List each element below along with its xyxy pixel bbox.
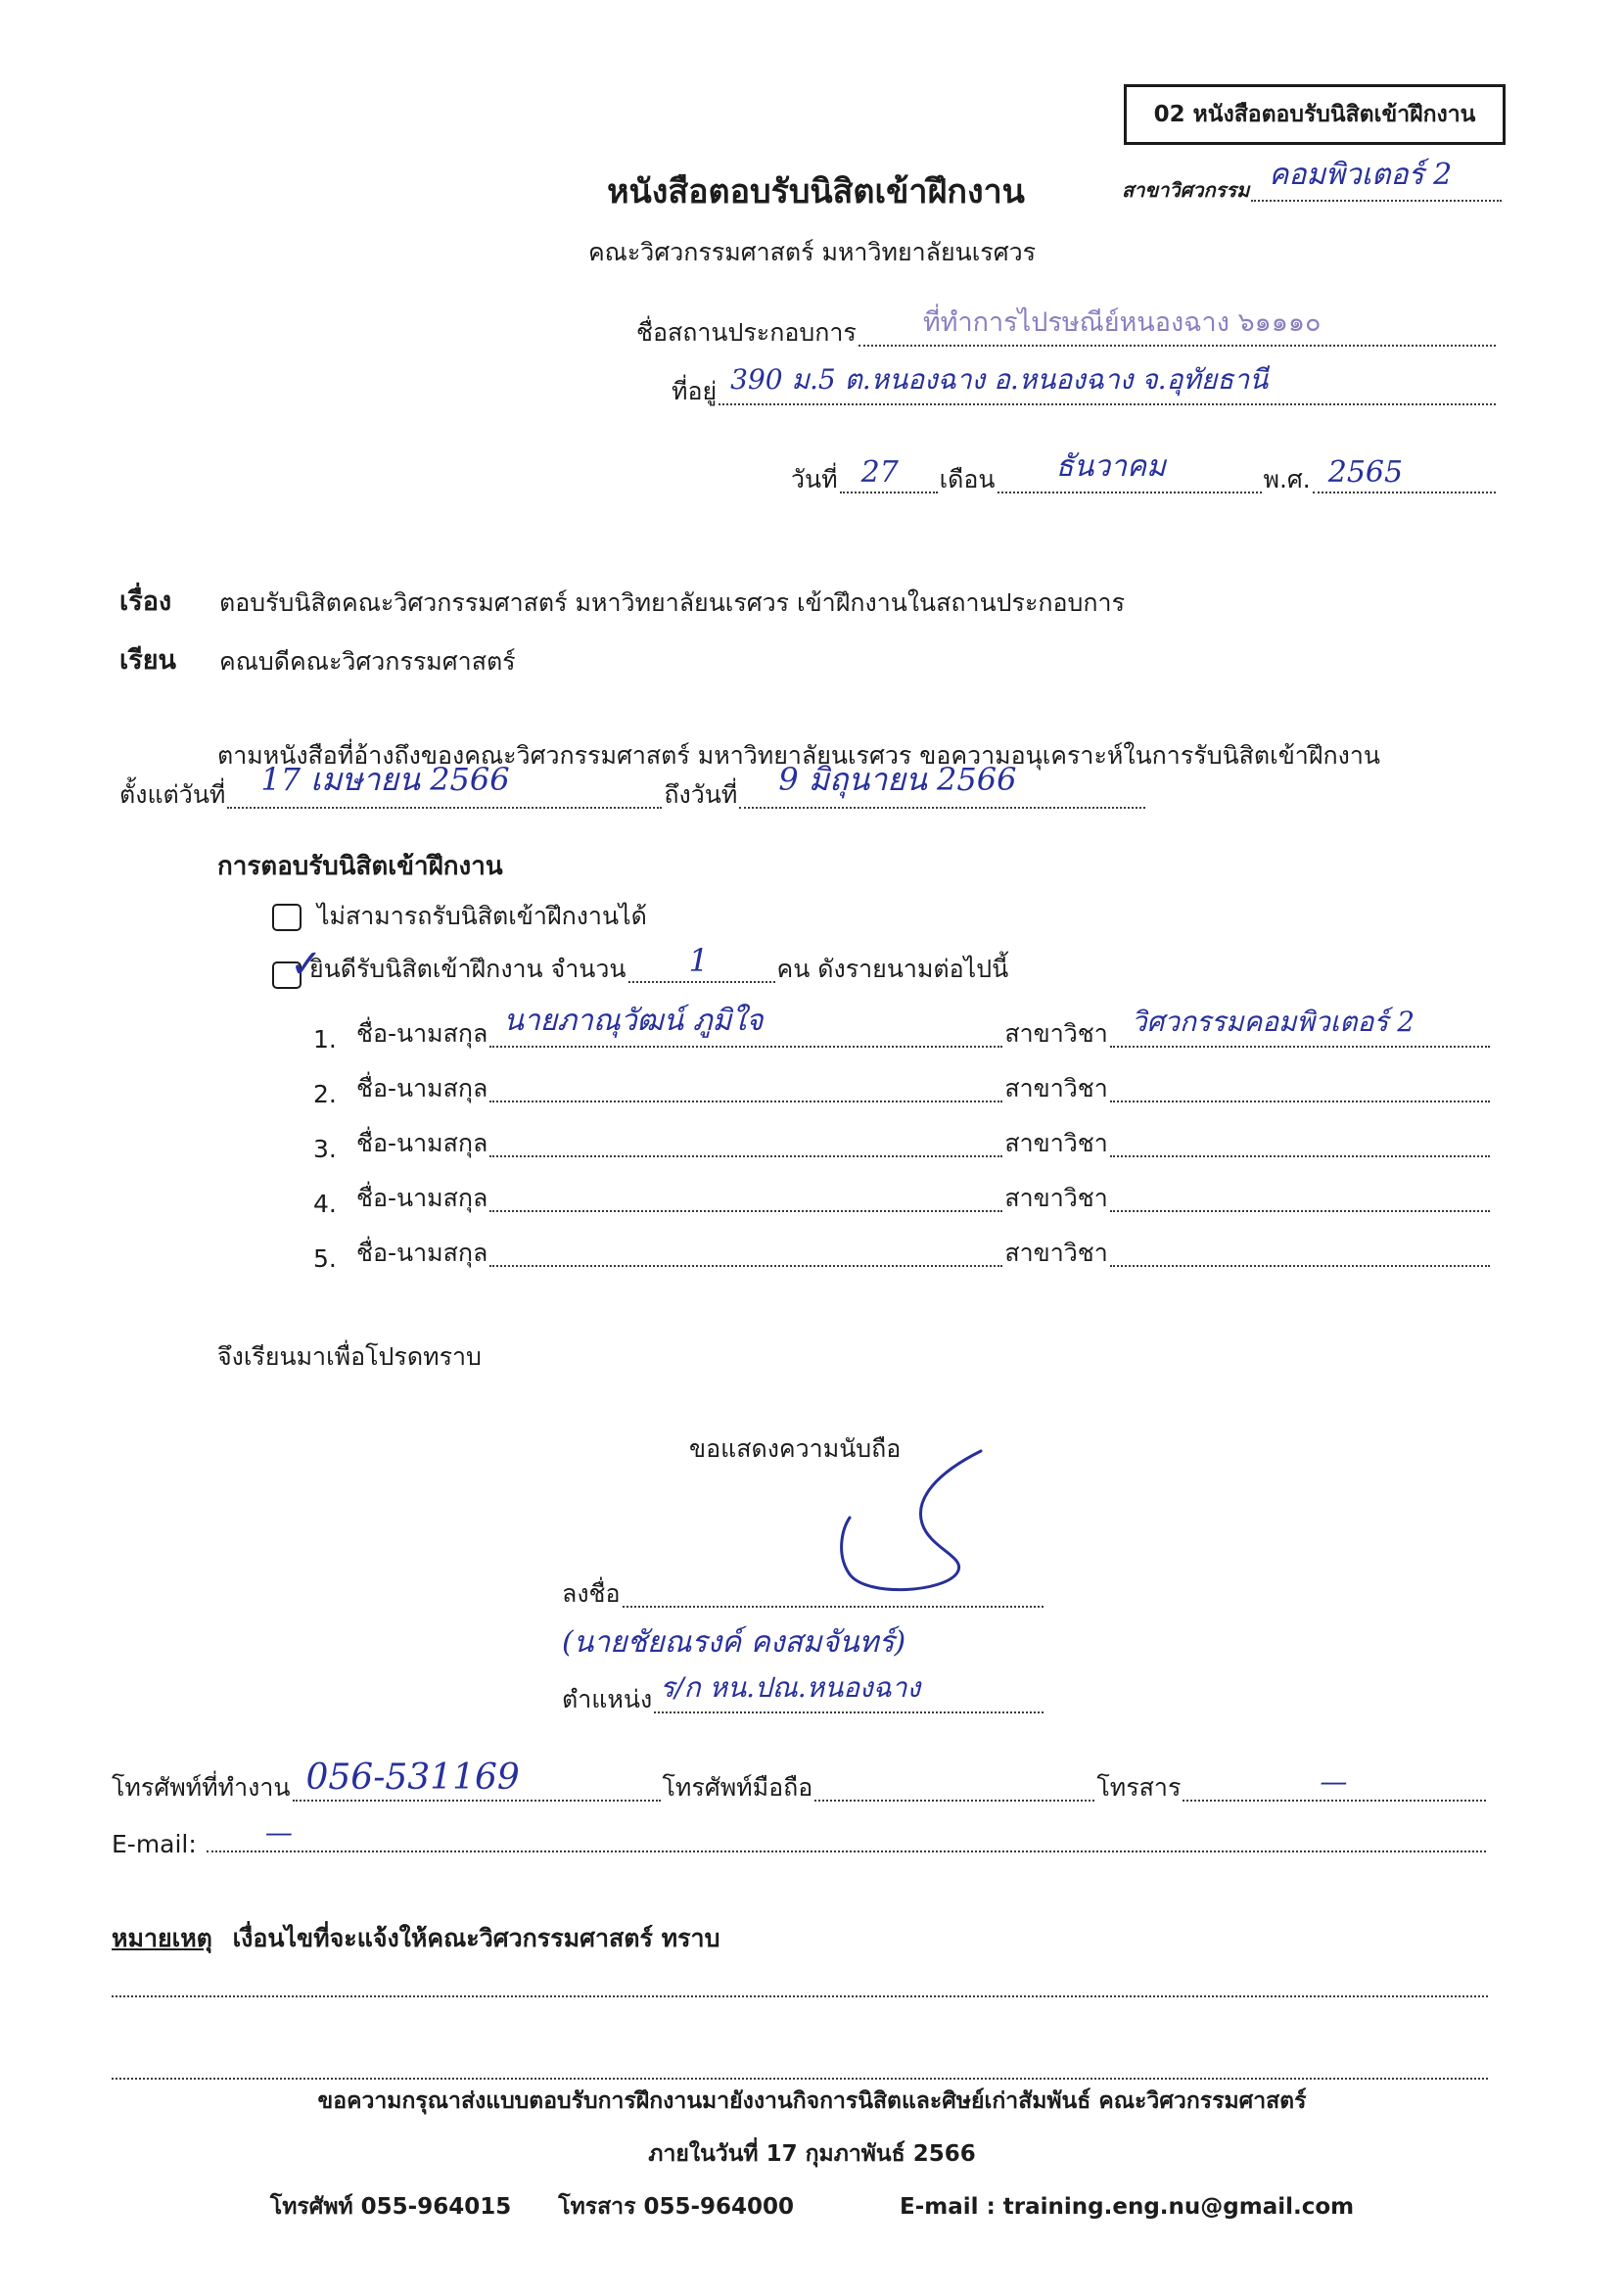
- remark-label: หมายเหตุ: [112, 1924, 212, 1952]
- acceptance-heading: การตอบรับนิสิตเข้าฝึกงาน: [217, 852, 503, 881]
- name-line[interactable]: [489, 1075, 1002, 1102]
- remark-line-2[interactable]: [112, 2052, 1488, 2080]
- footer-fax: โทรสาร 055-964000: [558, 2194, 795, 2220]
- closing-text: จึงเรียนมาเพื่อโปรดทราบ: [217, 1342, 482, 1371]
- name-label: ชื่อ-นามสกุล: [356, 1074, 488, 1102]
- branch-label: สาขาวิชา: [1004, 1074, 1108, 1102]
- branch-line[interactable]: [1110, 1075, 1490, 1102]
- address-label: ที่อยู่: [672, 377, 718, 405]
- form-code-text: 02 หนังสือตอบรับนิสิตเข้าฝึกงาน: [1153, 102, 1476, 127]
- from-value: 17 เมษายน 2566: [260, 761, 510, 798]
- date-row: [791, 449, 1498, 499]
- fax-line[interactable]: [1183, 1765, 1486, 1802]
- year-label: พ.ศ.: [1263, 465, 1311, 493]
- name-line[interactable]: [489, 1185, 1002, 1212]
- accept-checkbox[interactable]: [272, 942, 323, 989]
- branch-label: สาขาวิชา: [1004, 1184, 1108, 1212]
- position-value: ร/ก หน.ปณ.หนองฉาง: [660, 1671, 921, 1704]
- day-label: วันที่: [791, 465, 838, 493]
- faculty-subtitle: คณะวิศวกรรมศาสตร์ มหาวิทยาลัยนเรศวร: [587, 238, 1037, 266]
- from-label: ตั้งแต่วันที่: [119, 780, 226, 809]
- signer-name: (นายชัยณรงค์ คงสมจันทร์): [562, 1625, 906, 1660]
- email-line[interactable]: [207, 1816, 1486, 1852]
- student-row: [313, 1179, 1492, 1218]
- count-value: 1: [688, 942, 709, 979]
- office-phone-line[interactable]: [293, 1757, 661, 1802]
- student-number: 4.: [313, 1190, 337, 1218]
- branch-line[interactable]: [1110, 1006, 1490, 1048]
- from-line: [227, 761, 662, 809]
- remark-text: เงื่อนไขที่จะแจ้งให้คณะวิศวกรรมศาสตร์ ทราบ: [232, 1924, 720, 1952]
- recipient-text: คณบดีคณะวิศวกรรมศาสตร์: [219, 647, 516, 676]
- branch-line[interactable]: [1110, 1130, 1490, 1157]
- office-phone-value: 056-531169: [305, 1757, 520, 1798]
- recipient-label: เรียน: [119, 645, 177, 676]
- reject-option[interactable]: [272, 897, 647, 936]
- email-value: —: [264, 1816, 293, 1849]
- student-row: [313, 1069, 1492, 1108]
- remark-block: [112, 1919, 719, 1958]
- count-unit: คน ดังรายนามต่อไปนี้: [776, 955, 1009, 983]
- signature-stroke: [820, 1439, 997, 1596]
- year-value: 2565: [1327, 455, 1404, 490]
- accept-option-label: ยินดีรับนิสิตเข้าฝึกงาน จำนวน: [309, 955, 626, 983]
- address-line: [719, 363, 1496, 405]
- count-line: [628, 942, 775, 983]
- accept-option[interactable]: [272, 942, 1134, 989]
- sign-row: [562, 1574, 1045, 1614]
- student-number: 1.: [313, 1025, 337, 1054]
- branch-line[interactable]: [1110, 1240, 1490, 1267]
- position-line[interactable]: [654, 1671, 1044, 1713]
- name-line[interactable]: [489, 1240, 1002, 1267]
- year-line: [1313, 455, 1496, 493]
- footer-phone: โทรศัพท์ 055-964015: [269, 2194, 512, 2220]
- body-paragraph: ตามหนังสือที่อ้างถึงของคณะวิศวกรรมศาสตร์ มหาวิทยาลัยนเรศวร ขอความอนุเคราะห์ในการรับนิสิตเข้าฝึกงาน: [217, 741, 1380, 770]
- sign-label: ลงชื่อ: [562, 1579, 621, 1608]
- student-row: [313, 1124, 1492, 1163]
- day-value: 27: [860, 455, 899, 490]
- name-label: ชื่อ-นามสกุล: [356, 1184, 488, 1212]
- remark-line-1[interactable]: [112, 1970, 1488, 1997]
- footer-email[interactable]: E-mail : training.eng.nu@gmail.com: [900, 2194, 1355, 2220]
- email-row: [112, 1816, 1488, 1858]
- branch-label: สาขาวิชา: [1004, 1239, 1108, 1267]
- establishment-name-line: [858, 307, 1496, 347]
- regards-text: ขอแสดงความนับถือ: [689, 1434, 902, 1463]
- name-label: ชื่อ-นามสกุล: [356, 1239, 488, 1267]
- name-label: ชื่อ-นามสกุล: [356, 1129, 488, 1157]
- period-row: [119, 761, 1147, 815]
- office-phone-label: โทรศัพท์ที่ทำงาน: [112, 1773, 291, 1802]
- to-line: [739, 761, 1145, 809]
- student-row: [313, 1004, 1492, 1054]
- reject-checkbox[interactable]: [272, 904, 302, 931]
- sign-line[interactable]: [623, 1580, 1044, 1608]
- position-row: [562, 1671, 1045, 1719]
- day-line: [840, 455, 938, 493]
- contact-row: [112, 1757, 1488, 1807]
- name-line[interactable]: [489, 1004, 1002, 1048]
- branch-label: สาขาวิชา: [1004, 1129, 1108, 1157]
- reject-option-label: ไม่สามารถรับนิสิตเข้าฝึกงานได้: [316, 902, 647, 930]
- branch-dotted-line: [1251, 158, 1502, 202]
- student-name: นายภาณุวัฒน์ ภูมิใจ: [503, 1004, 764, 1038]
- to-value: 9 มิถุนายน 2566: [778, 761, 1017, 798]
- document-title: หนังสือตอบรับนิสิตเข้าฝึกงาน: [607, 172, 1025, 211]
- to-label: ถึงวันที่: [664, 780, 738, 809]
- student-row: [313, 1234, 1492, 1273]
- month-label: เดือน: [939, 465, 996, 493]
- address-value: 390 ม.5 ต.หนองฉาง อ.หนองฉาง จ.อุทัยธานี: [730, 363, 1269, 396]
- checkmark-icon: ✓: [290, 942, 323, 987]
- form-code-box: [1124, 84, 1506, 145]
- name-label: ชื่อ-นามสกุล: [356, 1019, 488, 1048]
- branch-line[interactable]: [1110, 1185, 1490, 1212]
- establishment-name-row: [626, 307, 1498, 352]
- email-label: E-mail:: [112, 1830, 197, 1858]
- branch-value: คอมพิวเตอร์ 2: [1269, 158, 1453, 192]
- mobile-line[interactable]: [814, 1774, 1094, 1802]
- fax-label: โทรสาร: [1096, 1773, 1182, 1802]
- branch-field: [1122, 158, 1504, 206]
- month-value: ธันวาคม: [1055, 449, 1166, 484]
- footer-contact: [0, 2189, 1624, 2225]
- student-branch: วิศวกรรมคอมพิวเตอร์ 2: [1131, 1006, 1415, 1038]
- branch-label: สาขาวิศวกรรม: [1122, 178, 1250, 202]
- establishment-address-row: [626, 363, 1498, 411]
- student-number: 3.: [313, 1135, 337, 1163]
- month-line: [998, 449, 1262, 493]
- student-number: 2.: [313, 1080, 337, 1108]
- student-number: 5.: [313, 1244, 337, 1273]
- footer-request: ขอความกรุณาส่งแบบตอบรับการฝึกงานมายังงานกิจการนิสิตและศิษย์เก่าสัมพันธ์ คณะวิศวกรรมศาสตร์: [317, 2088, 1307, 2114]
- mobile-label: โทรศัพท์มือถือ: [662, 1773, 813, 1802]
- subject-label: เรื่อง: [119, 586, 172, 617]
- position-label: ตำแหน่ง: [562, 1685, 653, 1713]
- branch-label: สาขาวิชา: [1004, 1019, 1108, 1048]
- fax-value: —: [1320, 1765, 1348, 1798]
- name-line[interactable]: [489, 1130, 1002, 1157]
- establishment-name-label: ชื่อสถานประกอบการ: [636, 318, 857, 347]
- establishment-name-value: ที่ทำการไปรษณีย์หนองฉาง ๖๑๑๑๐: [922, 307, 1322, 338]
- footer-deadline: ภายในวันที่ 17 กุมภาพันธ์ 2566: [648, 2141, 976, 2167]
- subject-text: ตอบรับนิสิตคณะวิศวกรรมศาสตร์ มหาวิทยาลัยนเรศวร เข้าฝึกงานในสถานประกอบการ: [219, 588, 1126, 617]
